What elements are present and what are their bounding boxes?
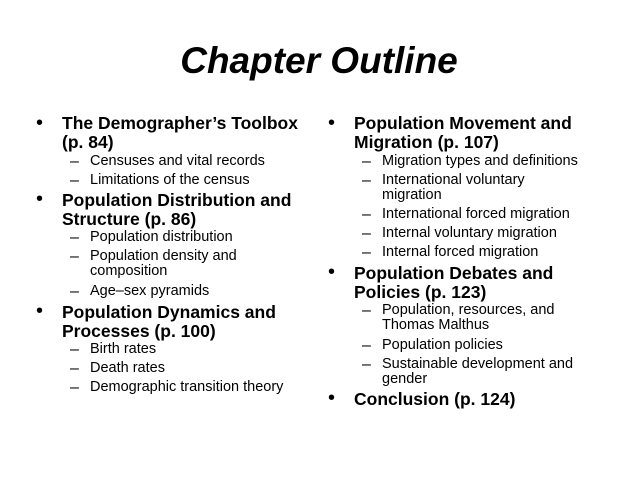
bullet-icon: • — [328, 261, 336, 283]
dash-icon: – — [362, 153, 371, 170]
subitem-label: Population distribution — [90, 229, 233, 245]
subitem-label: Internal voluntary migration — [382, 225, 557, 241]
dash-icon: – — [362, 172, 371, 189]
dash-icon: – — [70, 172, 79, 189]
subitem-label: Birth rates — [90, 341, 157, 357]
dash-icon: – — [70, 341, 79, 358]
subitem-label: Death rates — [90, 360, 165, 376]
dash-icon: – — [362, 302, 371, 319]
subitem-label-cont: composition — [90, 263, 168, 279]
subitem-label-cont: Thomas Malthus — [382, 317, 490, 333]
dash-icon: – — [70, 153, 79, 170]
subitem-label: Population density and — [90, 248, 237, 264]
subitem-label: Limitations of the census — [90, 172, 250, 188]
dash-icon: – — [362, 337, 371, 354]
dash-icon: – — [70, 360, 79, 377]
subitem-label: Population, resources, and — [382, 302, 555, 318]
dash-icon: – — [362, 225, 371, 242]
section-label: Population Movement and — [354, 113, 572, 133]
dash-icon: – — [362, 244, 371, 261]
section-label-cont: Migration (p. 107) — [354, 132, 499, 152]
section-label-cont: Processes (p. 100) — [62, 321, 216, 341]
subitem-label: Demographic transition theory — [90, 379, 284, 395]
dash-icon: – — [362, 356, 371, 373]
bullet-icon: • — [328, 112, 336, 134]
subitem-label: Censuses and vital records — [90, 153, 265, 169]
section-label: The Demographer’s Toolbox — [62, 113, 298, 133]
dash-icon: – — [70, 379, 79, 396]
subitem-label: Population policies — [382, 337, 503, 353]
dash-icon: – — [70, 283, 79, 300]
section-label: Population Distribution and — [62, 190, 292, 210]
bullet-icon: • — [328, 387, 336, 409]
dash-icon: – — [70, 229, 79, 246]
slide-title: Chapter Outline — [180, 40, 458, 81]
section-label: Conclusion (p. 124) — [354, 389, 516, 409]
bullet-icon: • — [36, 300, 44, 322]
dash-icon: – — [362, 206, 371, 223]
subitem-label: International forced migration — [382, 206, 570, 222]
section-label-cont: Structure (p. 86) — [62, 209, 197, 229]
subitem-label: Internal forced migration — [382, 244, 539, 260]
bullet-icon: • — [36, 112, 44, 134]
subitem-label: International voluntary — [382, 172, 525, 188]
bullet-icon: • — [36, 188, 44, 210]
subitem-label-cont: gender — [382, 371, 428, 387]
dash-icon: – — [70, 248, 79, 265]
section-label: Population Dynamics and — [62, 302, 276, 322]
subitem-label-cont: migration — [382, 187, 442, 203]
subitem-label: Age–sex pyramids — [90, 283, 210, 299]
section-label: Population Debates and — [354, 263, 554, 283]
section-label-cont: Policies (p. 123) — [354, 282, 487, 302]
section-label-cont: (p. 84) — [62, 132, 114, 152]
subitem-label: Migration types and definitions — [382, 153, 578, 169]
subitem-label: Sustainable development and — [382, 356, 574, 372]
